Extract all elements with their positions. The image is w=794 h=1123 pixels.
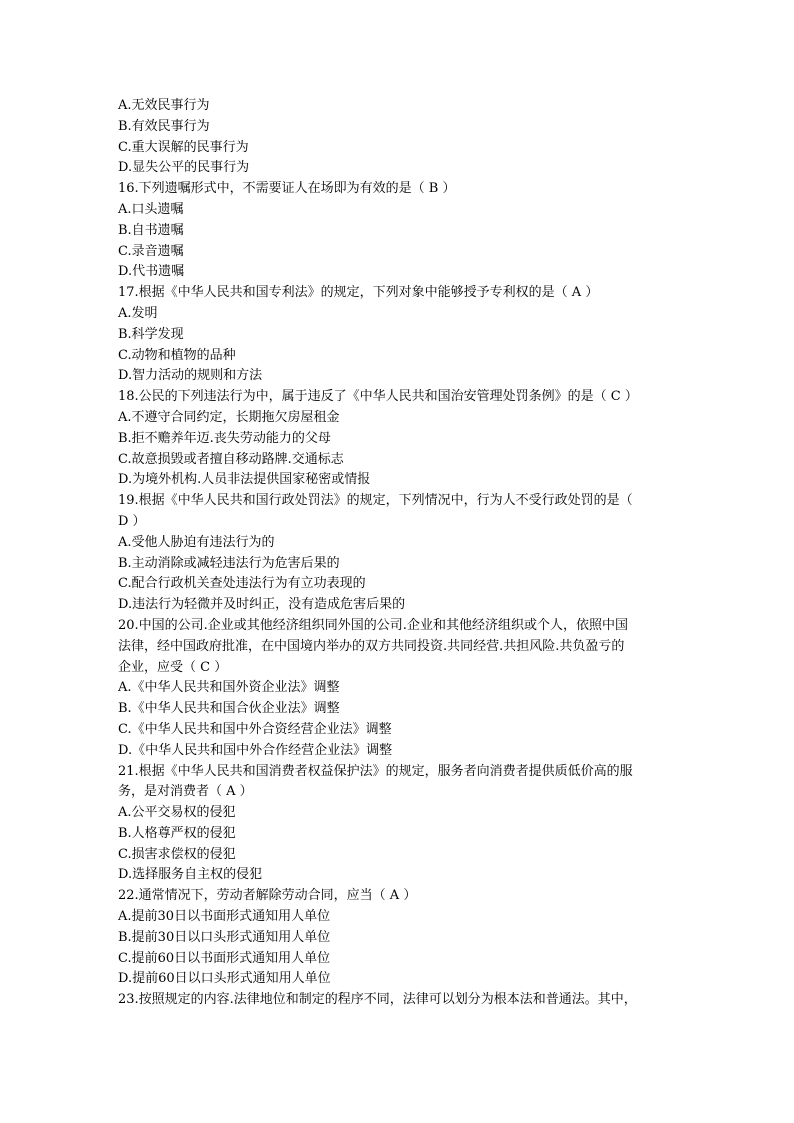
option-line: A.受他人胁迫有违法行为的 (118, 534, 275, 550)
option-line: B.自书遗嘱 (118, 222, 184, 238)
option-line: D.为境外机构.人员非法提供国家秘密或情报 (118, 472, 371, 488)
option-line: B.科学发现 (118, 326, 184, 342)
question-19: 19.根据《中华人民共和国行政处罚法》的规定，下列情况中，行为人不受行政处罚的是（ (118, 493, 633, 509)
option-line: A.《中华人民共和国外资企业法》调整 (118, 680, 340, 696)
question-17: 17.根据《中华人民共和国专利法》的规定，下列对象中能够授予专利权的是（ A ） (118, 285, 599, 301)
option-line: C.重大误解的民事行为 (118, 139, 249, 155)
option-line: C.录音遗嘱 (118, 243, 184, 259)
option-line: B.拒不赡养年迈.丧失劳动能力的父母 (118, 430, 331, 446)
option-line: C.《中华人民共和国中外合资经营企业法》调整 (118, 721, 392, 737)
option-line: C.损害求偿权的侵犯 (118, 846, 236, 862)
question-21-cont: 务，是对消费者（ A ） (118, 784, 253, 800)
option-line: D.代书遗嘱 (118, 264, 185, 280)
option-line: A.公平交易权的侵犯 (118, 805, 236, 821)
option-line: C.配合行政机关查处违法行为有立功表现的 (118, 576, 366, 592)
option-line: D.智力活动的规则和方法 (118, 368, 263, 384)
option-line: B.人格尊严权的侵犯 (118, 825, 236, 841)
question-22: 22.通常情况下，劳动者解除劳动合同，应当（ A ） (118, 888, 417, 904)
option-line: A.不遵守合同约定，长期拖欠房屋租金 (118, 409, 340, 425)
question-20-cont: 法律，经中国政府批准，在中国境内举办的双方共同投资.共同经营.共担风险.共负盈亏的 (118, 638, 625, 654)
question-18: 18.公民的下列违法行为中，属于违反了《中华人民共和国治安管理处罚条例》的是（ C ） (118, 389, 638, 405)
option-line: D.《中华人民共和国中外合作经营企业法》调整 (118, 742, 393, 758)
option-line: B.《中华人民共和国合伙企业法》调整 (118, 701, 340, 717)
option-line: D.选择服务自主权的侵犯 (118, 867, 263, 883)
option-line: A.口头遗嘱 (118, 201, 184, 217)
document-page (118, 96, 678, 1011)
question-23: 23.按照规定的内容.法律地位和制定的程序不同，法律可以划分为根本法和普通法。其中， (118, 992, 637, 1008)
question-20: 20.中国的公司.企业或其他经济组织同外国的公司.企业和其他经济组织或个人，依照中国 (118, 617, 628, 633)
option-line: A.提前30日以书面形式通知用人单位 (118, 909, 331, 925)
option-line: B.有效民事行为 (118, 118, 210, 134)
option-line: D.显失公平的民事行为 (118, 160, 250, 176)
option-line: C.故意损毁或者擅自移动路牌.交通标志 (118, 451, 344, 467)
option-line: B.提前30日以口头形式通知用人单位 (118, 929, 331, 945)
question-21: 21.根据《中华人民共和国消费者权益保护法》的规定，服务者向消费者提供质低价高的服 (118, 763, 633, 779)
option-line: D.提前60日以口头形式通知用人单位 (118, 971, 331, 987)
option-line: B.主动消除或减轻违法行为危害后果的 (118, 555, 340, 571)
option-line: C.提前60日以书面形式通知用人单位 (118, 950, 331, 966)
option-line: D.违法行为轻微并及时纠正，没有造成危害后果的 (118, 597, 406, 613)
question-16: 16.下列遗嘱形式中，不需要证人在场即为有效的是（ B ） (118, 181, 456, 197)
question-19-answer: D ） (118, 513, 146, 529)
option-line: A.发明 (118, 305, 158, 321)
question-20-cont: 企业，应受（ C ） (118, 659, 228, 675)
option-line: C.动物和植物的品种 (118, 347, 236, 363)
option-line: A.无效民事行为 (118, 98, 210, 113)
